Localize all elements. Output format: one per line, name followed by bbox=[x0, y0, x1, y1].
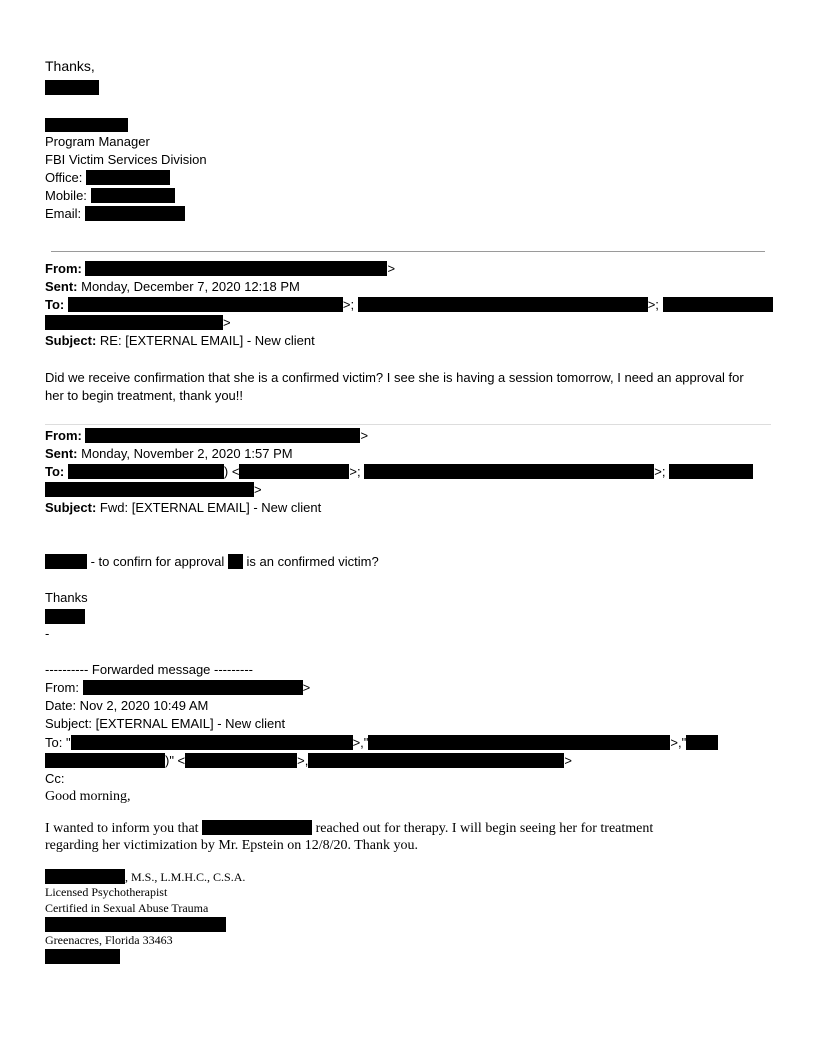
email2-subject bbox=[45, 499, 321, 517]
redaction-name bbox=[45, 554, 87, 569]
redaction-to-5 bbox=[185, 753, 297, 768]
email1-from: From: > bbox=[45, 261, 396, 276]
sent-label: Sent: bbox=[45, 279, 78, 294]
email2-body bbox=[45, 553, 379, 571]
sent-date: Monday, December 7, 2020 12:18 PM bbox=[81, 279, 300, 294]
separator-line-2 bbox=[45, 424, 771, 425]
from-label: From: bbox=[45, 428, 82, 443]
redaction-to-2 bbox=[368, 735, 670, 750]
redaction-email bbox=[85, 206, 185, 221]
separator-line bbox=[51, 251, 765, 252]
email2-to: To: ) < >; >; bbox=[45, 463, 753, 481]
body-line1-a: I wanted to inform you that bbox=[45, 821, 203, 836]
redaction-to-4 bbox=[45, 753, 165, 768]
redaction-address bbox=[45, 917, 226, 932]
forwarded-body-line1 bbox=[45, 820, 653, 838]
redaction-from bbox=[85, 428, 360, 443]
redaction-to-4 bbox=[669, 464, 753, 479]
redaction-to-3 bbox=[364, 464, 654, 479]
to-label: To: bbox=[45, 297, 65, 312]
email2-sent bbox=[45, 445, 293, 463]
forwarded-to-cont: )" < >, > bbox=[45, 752, 572, 770]
forwarded-body-line2: regarding her victimization by Mr. Epstein on 12/8/20. Thank you. bbox=[45, 838, 419, 853]
signature-mobile bbox=[45, 187, 175, 205]
from-label: From: bbox=[45, 261, 82, 276]
subject-label: Subject: bbox=[45, 500, 97, 515]
redaction-to-3 bbox=[686, 735, 718, 750]
subject-text: Fwd: [EXTERNAL EMAIL] - New client bbox=[99, 500, 322, 515]
redaction-to-2 bbox=[358, 297, 648, 312]
subject-label: Subject: bbox=[45, 333, 97, 348]
redaction-to-1 bbox=[68, 297, 343, 312]
forwarded-to: To: " >," >," bbox=[45, 734, 718, 752]
email2-to-cont: > bbox=[45, 481, 262, 499]
redaction-to-3 bbox=[663, 297, 773, 312]
therapist-cert: Certified in Sexual Abuse Trauma bbox=[45, 901, 209, 915]
sent-date: Monday, November 2, 2020 1:57 PM bbox=[81, 446, 293, 461]
mobile-label: Mobile: bbox=[45, 188, 87, 203]
credentials-text: , M.S., L.M.H.C., C.S.A. bbox=[125, 870, 246, 884]
therapist-title: Licensed Psychotherapist bbox=[45, 885, 168, 899]
redaction-to-1 bbox=[71, 735, 353, 750]
redaction-from bbox=[83, 680, 303, 695]
signature-email bbox=[45, 205, 185, 223]
forwarded-cc: Cc: bbox=[45, 771, 65, 786]
email1-sent bbox=[45, 278, 300, 296]
sent-label: Sent: bbox=[45, 446, 78, 461]
signoff-thanks: Thanks, bbox=[45, 58, 95, 74]
email2-dash: - bbox=[45, 626, 50, 641]
subject-text: RE: [EXTERNAL EMAIL] - New client bbox=[99, 333, 315, 348]
email2-from: From: > bbox=[45, 428, 369, 443]
from-label: From: bbox=[45, 680, 79, 695]
redaction-to-6 bbox=[308, 753, 564, 768]
redaction-therapist bbox=[45, 869, 125, 884]
therapist-city: Greenacres, Florida 33463 bbox=[45, 933, 173, 947]
to-label: To: " bbox=[45, 735, 71, 750]
redaction-signoff bbox=[45, 609, 85, 624]
redaction-name bbox=[45, 80, 99, 95]
redaction-to-5 bbox=[45, 482, 254, 497]
forwarded-date: Date: Nov 2, 2020 10:49 AM bbox=[45, 698, 209, 713]
office-label: Office: bbox=[45, 170, 83, 185]
redaction-victim bbox=[228, 554, 243, 569]
redaction-sender-name bbox=[45, 118, 128, 132]
email1-body-line2: her to begin treatment, thank you!! bbox=[45, 388, 244, 403]
signature-office bbox=[45, 169, 170, 187]
forwarded-greeting: Good morning, bbox=[45, 789, 131, 804]
redaction-client bbox=[202, 820, 312, 835]
forwarded-from: From: > bbox=[45, 680, 311, 695]
redaction-to-1 bbox=[68, 464, 224, 479]
email-label: Email: bbox=[45, 206, 82, 221]
email2-thanks: Thanks bbox=[45, 590, 88, 605]
body-line1-b: reached out for therapy. I will begin seeing her for treatment bbox=[312, 821, 654, 836]
forwarded-subject: Subject: [EXTERNAL EMAIL] - New client bbox=[45, 716, 286, 731]
redaction-office bbox=[86, 170, 170, 185]
signature-division: FBI Victim Services Division bbox=[45, 152, 207, 167]
forwarded-header: ---------- Forwarded message --------- bbox=[45, 662, 253, 677]
email1-body-line1: Did we receive confirmation that she is a confirmed victim? I see she is having a session tomorrow, I need an approval for bbox=[45, 370, 744, 385]
email1-subject bbox=[45, 332, 315, 350]
signature-title: Program Manager bbox=[45, 134, 150, 149]
email1-to-cont: > bbox=[45, 314, 231, 332]
to-label: To: bbox=[45, 464, 65, 479]
email1-to: To: >; >; bbox=[45, 296, 773, 314]
body-part2: is an confirmed victim? bbox=[242, 554, 379, 569]
redaction-to-4 bbox=[45, 315, 223, 330]
redaction-to-2 bbox=[239, 464, 349, 479]
body-part1: - to confirn for approval bbox=[87, 554, 228, 569]
redaction-phone bbox=[45, 949, 120, 964]
redaction-from bbox=[85, 261, 387, 276]
redaction-mobile bbox=[91, 188, 175, 203]
